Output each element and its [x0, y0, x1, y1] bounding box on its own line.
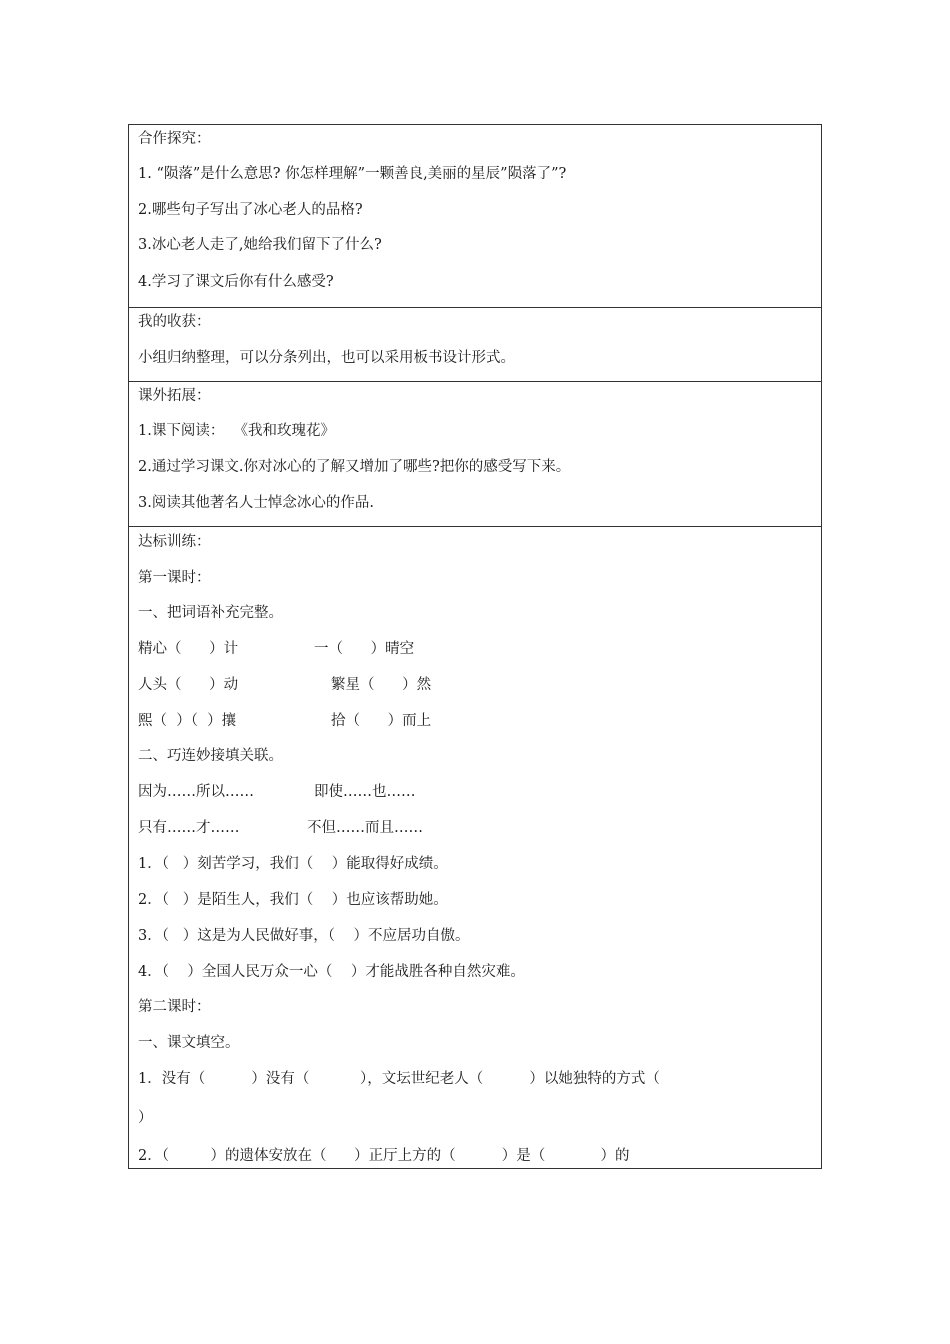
connective-pair: 即使……也……: [314, 784, 416, 800]
question-line: 1. “陨落”是什么意思? 你怎样理解”一颗善良,美丽的星辰”陨落了”?: [138, 166, 567, 182]
idiom-blank: 繁星（ ）然: [331, 677, 432, 693]
section-heading: 课外拓展：: [138, 388, 211, 404]
idiom-blank: 熙（ ）（ ）攘: [138, 713, 237, 729]
text-fill-sentence-continued: ）: [138, 1110, 153, 1126]
idiom-blank: 精心（ ）计: [138, 641, 239, 657]
fill-sentence: 2．（ ）是陌生人，我们（ ）也应该帮助她。: [138, 892, 448, 908]
section-cooperative-inquiry: [129, 125, 821, 307]
fill-sentence: 4．（ ）全国人民万众一心（ ）才能战胜各种自然灾难。: [138, 964, 525, 980]
idiom-blank: 人头（ ）动: [138, 677, 239, 693]
text-fill-sentence: 2．（ ）的遗体安放在（ ）正厅上方的（ ）是（ ）的: [138, 1148, 630, 1164]
question-line: 2.哪些句子写出了冰心老人的品格?: [138, 202, 363, 218]
exercise-title: 一、课文填空。: [138, 1035, 240, 1051]
section-my-gains: [129, 307, 821, 382]
extension-line: 2.通过学习课文.你对冰心的了解又增加了哪些?把你的感受写下来。: [138, 459, 571, 475]
exercise-title: 一、把词语补充完整。: [138, 605, 283, 621]
section-heading: 达标训练：: [138, 534, 211, 550]
connective-pair: 不但……而且……: [307, 820, 423, 836]
exercise-title: 二、巧连妙接填关联。: [138, 748, 283, 764]
question-line: 3.冰心老人走了,她给我们留下了什么?: [138, 237, 382, 253]
section-practice: [129, 526, 821, 1171]
question-line: 4.学习了课文后你有什么感受?: [138, 274, 334, 290]
gain-line: 小组归纳整理，可以分条列出，也可以采用板书设计形式。: [138, 350, 515, 366]
fill-sentence: 3．（ ）这是为人民做好事，（ ）不应居功自傲。: [138, 928, 470, 944]
text-fill-sentence: 1．没有（ ）没有（ ），文坛世纪老人（ ）以她独特的方式（: [138, 1071, 660, 1087]
idiom-blank: 拾（ ）而上: [331, 713, 432, 729]
section-extracurricular: [129, 381, 821, 527]
extension-line: 1.课下阅读： 《我和玫瑰花》: [138, 423, 336, 439]
lesson-title: 第一课时：: [138, 570, 211, 586]
idiom-blank: 一（ ）晴空: [314, 641, 415, 657]
extension-line: 3.阅读其他著名人士悼念冰心的作品.: [138, 495, 374, 511]
connective-pair: 因为……所以……: [138, 784, 254, 800]
lesson-title: 第二课时：: [138, 999, 211, 1015]
section-heading: 合作探究：: [138, 131, 211, 147]
fill-sentence: 1．（ ）刻苦学习，我们（ ）能取得好成绩。: [138, 856, 448, 872]
connective-pair: 只有……才……: [138, 820, 240, 836]
worksheet-table: [128, 124, 822, 1169]
section-heading: 我的收获：: [138, 314, 211, 330]
